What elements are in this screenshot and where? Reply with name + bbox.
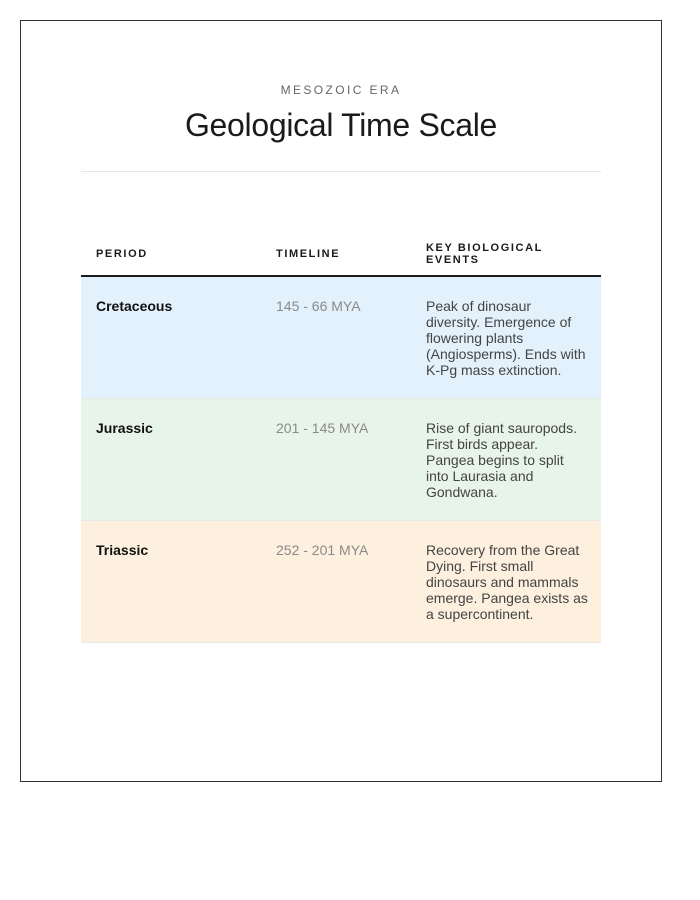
period-events: Peak of dinosaur diversity. Emergence of flowering plants (Angiosperms). Ends with K-Pg mass extinction.: [411, 276, 601, 399]
column-header-period: PERIOD: [81, 233, 261, 276]
period-events: Recovery from the Great Dying. First small dinosaurs and mammals emerge. Pangea exists as a supercontinent.: [411, 521, 601, 643]
period-events: Rise of giant sauropods. First birds appear. Pangea begins to split into Laurasia and Gondwana.: [411, 399, 601, 521]
period-name: Triassic: [81, 521, 261, 643]
table-row-jurassic: [81, 399, 601, 521]
period-timeline: 145 - 66 MYA: [261, 276, 411, 399]
period-timeline: 201 - 145 MYA: [261, 399, 411, 521]
column-header-timeline: TIMELINE: [261, 233, 411, 276]
period-timeline: 252 - 201 MYA: [261, 521, 411, 643]
table-header-row: [81, 233, 601, 276]
header-divider: [81, 171, 601, 172]
era-label: MESOZOIC ERA: [280, 83, 402, 97]
page-title: Geological Time Scale: [184, 107, 498, 143]
table-row-cretaceous: [81, 276, 601, 399]
table-row-triassic: [81, 521, 601, 643]
document-frame: [20, 20, 662, 782]
period-name: Jurassic: [81, 399, 261, 521]
column-header-events: KEY BIOLOGICAL EVENTS: [411, 233, 601, 276]
periods-table: [81, 233, 601, 643]
period-name: Cretaceous: [81, 276, 261, 399]
